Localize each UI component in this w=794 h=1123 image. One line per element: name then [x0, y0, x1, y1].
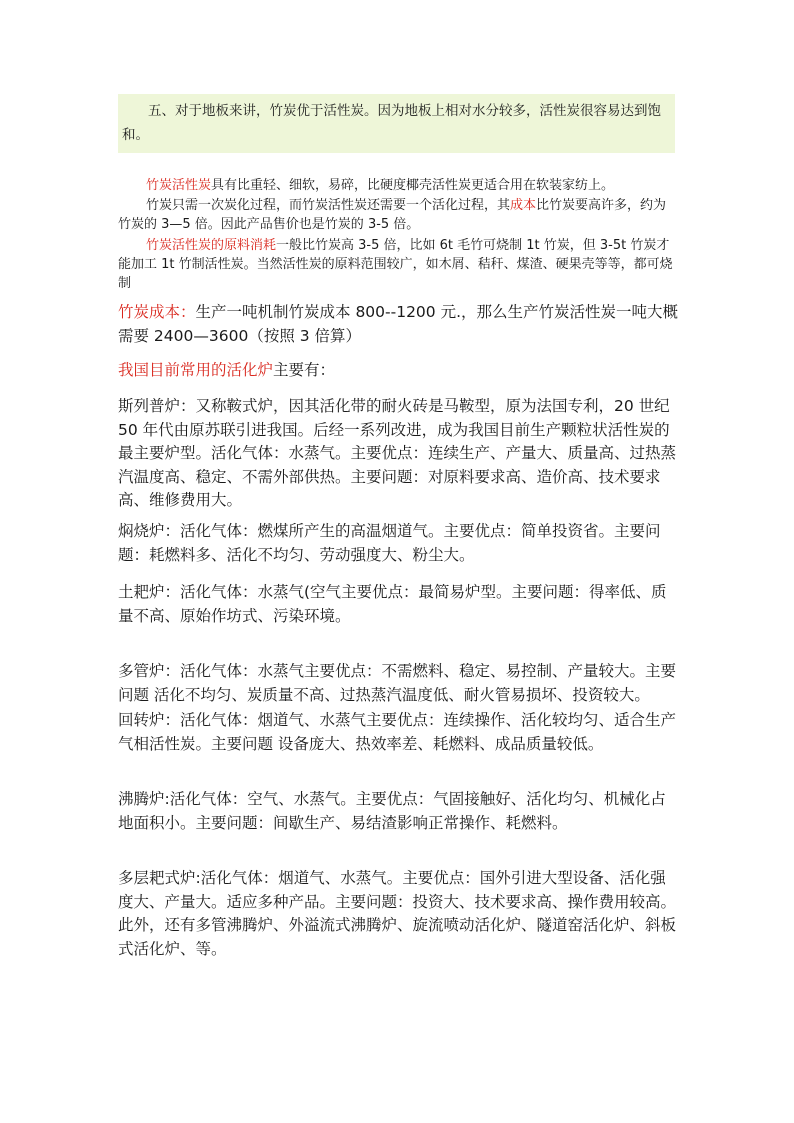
paragraph-bamboo-activated-carbon [118, 176, 678, 195]
keyword-cost: 成本 [510, 198, 537, 213]
paragraph-cost-comparison [118, 196, 678, 234]
keyword-activation-furnace: 我国目前常用的活化炉 [118, 361, 274, 379]
furnace-text: 斯列普炉：又称鞍式炉，因其活化带的耐火砖是马鞍型，原为法国专利，20 世纪 50 年代由原苏联引进我国。后经一系列改进，成为我国目前生产颗粒状活性炭的最主要炉型。活化气体：水蒸气。主要优点：连续生产、产量大、质量高、过热蒸汽温度高、稳定、不需外部供热。主要问题：对原料要求高、造价高、技术要求高、维修费用大。 [118, 397, 677, 509]
furnace-text: 土耙炉：活化气体：水蒸气(空气主要优点：最简易炉型。主要问题：得率低、质量不高、原始作坊式、污染环境。 [118, 583, 667, 625]
furnace-item-tupa [118, 581, 678, 628]
highlighted-paragraph [118, 94, 675, 153]
heading-text: 主要有： [273, 361, 336, 379]
furnace-item-menshao [118, 520, 678, 567]
keyword-raw-material: 竹炭活性炭的原料消耗 [146, 238, 277, 253]
furnace-text: 多层耙式炉:活化气体：烟道气、水蒸气。主要优点：国外引进大型设备、活化强度大、产量大。适应多种产品。主要问题：投资大、技术要求高、操作费用较高。此外，还有多管沸腾炉、外溢流式沸腾炉、旋流喷动活化炉、隧道窑活化炉、斜板式活化炉、等。 [118, 869, 677, 958]
furnace-item-slepu [118, 395, 678, 513]
paragraph-text: 竹炭只需一次炭化过程，而竹炭活性炭还需要一个活化过程，其 [146, 198, 511, 213]
paragraph-text: 比竹炭要高许多，约为竹炭的 3—5 倍。因此产品售价也是竹炭的 3-5 倍。 [118, 198, 667, 232]
furnace-item-multilayer [118, 867, 678, 961]
highlight-text: 五、对于地板来讲，竹炭优于活性炭。因为地板上相对水分较多，活性炭很容易达到饱和。 [122, 103, 661, 143]
furnace-text: 焖烧炉：活化气体：燃煤所产生的高温烟道气。主要优点：简单投资省。主要问题：耗燃料多、活化不均匀、劳动强度大、粉尘大。 [118, 522, 661, 564]
paragraph-text: 生产一吨机制竹炭成本 800--1200 元.，那么生产竹炭活性炭一吨大概需要 2400—3600（按照 3 倍算） [118, 303, 679, 345]
paragraph-text: 具有比重轻、细软，易碎，比硬度椰壳活性炭更适合用在软装家纺上。 [211, 178, 615, 193]
furnace-item-multitube [118, 660, 678, 707]
paragraph-bamboo-charcoal-cost [118, 301, 678, 348]
furnace-item-fluidized [118, 788, 678, 835]
furnace-text: 多管炉：活化气体：水蒸气主要优点：不需燃料、稳定、易控制、产量较大。主要问题 活化不均匀、炭质量不高、过热蒸汽温度低、耐火管易损坏、投资较大。 [118, 662, 677, 704]
keyword-charcoal-cost: 竹炭成本： [118, 303, 196, 321]
furnace-item-rotary [118, 709, 678, 756]
furnaces-heading [118, 359, 678, 383]
keyword-bamboo-activated-carbon: 竹炭活性炭 [146, 178, 212, 193]
furnace-text: 沸腾炉:活化气体：空气、水蒸气。主要优点：气固接触好、活化均匀、机械化占地面积小。主要问题：间歇生产、易结渣影响正常操作、耗燃料。 [118, 790, 666, 832]
paragraph-text: 一般比竹炭高 3-5 倍，比如 6t 毛竹可烧制 1t 竹炭，但 3-5t 竹炭才能加工 1t 竹制活性炭。当然活性炭的原料范围较广，如木屑、秸秆、煤渣、硬果壳等等，都可烧制 [118, 238, 673, 291]
furnace-text: 回转炉：活化气体：烟道气、水蒸气主要优点：连续操作、活化较均匀、适合生产气相活性炭。主要问题 设备庞大、热效率差、耗燃料、成品质量较低。 [118, 711, 677, 753]
paragraph-raw-material [118, 236, 678, 293]
